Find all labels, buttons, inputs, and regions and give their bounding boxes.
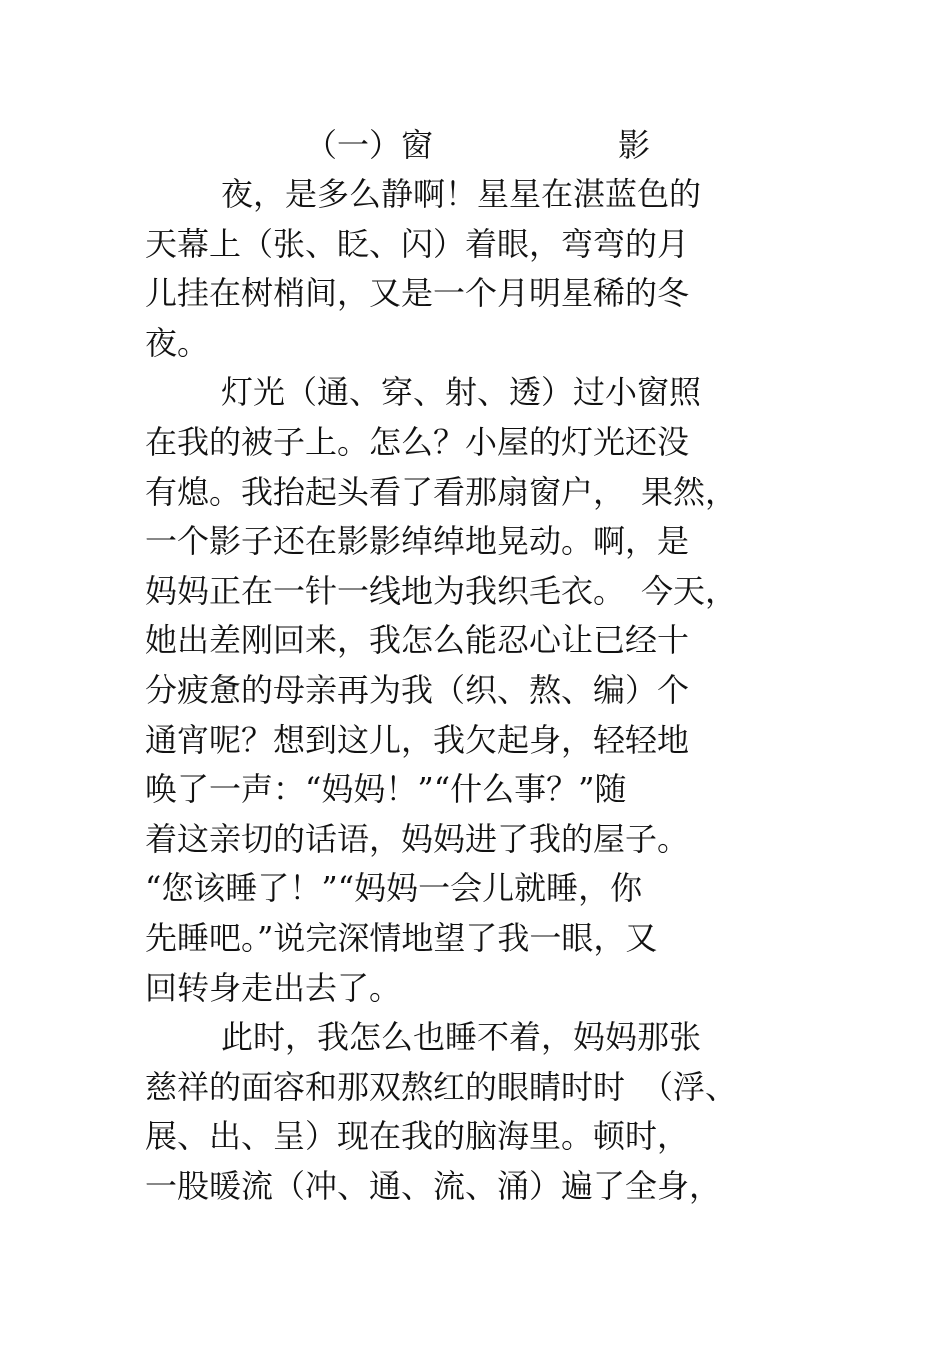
paragraph-2-line-1: 灯光（通、穿、射、透）过小窗照: [221, 373, 702, 412]
paragraph-2-line-3: 有熄。我抬起头看了看那扇窗户， 果然，: [145, 472, 738, 511]
paragraph-1-line-1: 夜，是多么静啊！星星在湛蓝色的: [221, 175, 702, 213]
paragraph-2-line-11: “您该睡了！”“妈妈一会儿就睡，你: [145, 869, 643, 908]
paragraph-2-line-7: 分疲惫的母亲再为我（织、熬、编）个: [145, 670, 690, 709]
paragraph-3-line-4: 一股暖流（冲、通、流、涌）遍了全身，: [145, 1166, 722, 1205]
title-part-right: 影: [618, 126, 651, 164]
paragraph-2-line-6: 她出差刚回来，我怎么能忍心让已经十: [145, 621, 690, 660]
paragraph-2-line-9: 唤了一声：“妈妈！”“什么事？”随: [145, 770, 627, 809]
title-part-left: （一）窗: [305, 126, 434, 164]
paragraph-3-line-2: 慈祥的面容和那双熬红的眼睛时时 （浮、: [145, 1067, 738, 1106]
paragraph-3-line-3: 展、出、呈）现在我的脑海里。顿时，: [145, 1117, 690, 1156]
paragraph-1-line-3: 儿挂在树梢间，又是一个月明星稀的冬: [145, 274, 690, 313]
paragraph-2-line-8: 通宵呢？想到这儿，我欠起身，轻轻地: [145, 720, 690, 759]
paragraph-2-line-4: 一个影子还在影影绰绰地晃动。啊，是: [145, 522, 690, 561]
paragraph-1-line-2: 天幕上（张、眨、闪）着眼，弯弯的月: [145, 224, 690, 263]
essay-title: [0, 119, 950, 171]
paragraph-2-line-5: 妈妈正在一针一线地为我织毛衣。 今天，: [145, 571, 738, 610]
paragraph-2-line-12: 先睡吧。”说完深情地望了我一眼，又: [145, 918, 658, 957]
paragraph-2-line-2: 在我的被子上。怎么？小屋的灯光还没: [145, 422, 690, 461]
paragraph-2-line-13: 回转身走出去了。: [145, 968, 402, 1007]
paragraph-2-line-10: 着这亲切的话语，妈妈进了我的屋子。: [145, 819, 690, 858]
paragraph-3-line-1: 此时，我怎么也睡不着，妈妈那张: [221, 1018, 702, 1057]
essay-body: [145, 170, 805, 1211]
paragraph-1-line-4: 夜。: [145, 323, 210, 362]
